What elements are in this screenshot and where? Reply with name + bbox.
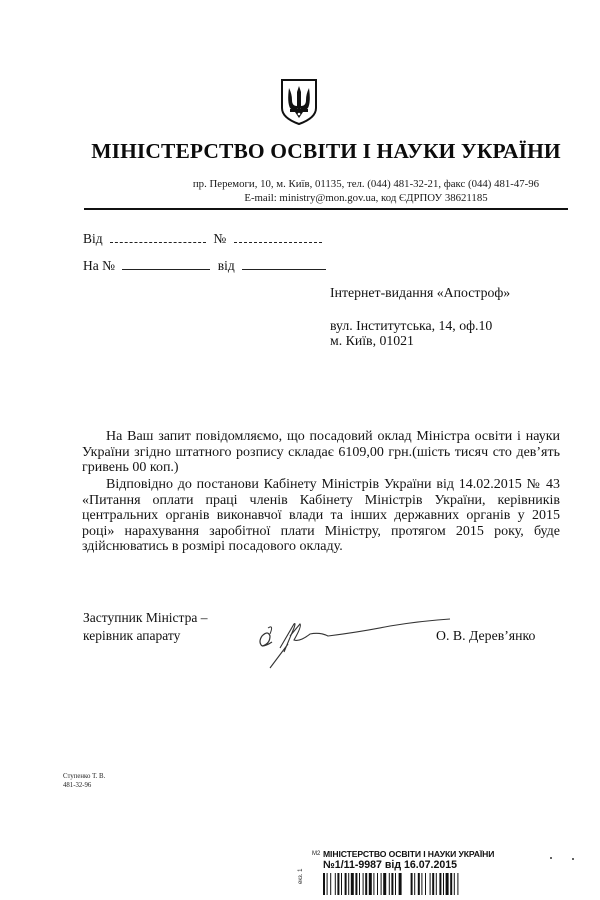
number-field (234, 241, 322, 243)
barcode-bar (446, 873, 449, 895)
in-reply-label: На № (83, 258, 115, 273)
recipient-street: вул. Інститутська, 14, оф.10 (330, 318, 493, 333)
barcode-bar (391, 873, 393, 895)
barcode-bar (335, 873, 336, 895)
barcode-bar (389, 873, 390, 895)
signer-name: О. В. Дерев’янко (436, 628, 536, 643)
executor-name: Ступенко Т. В. (63, 773, 106, 780)
from-date-field (110, 241, 206, 243)
number-label: № (213, 231, 227, 246)
barcode-bar (450, 873, 452, 895)
barcode-bar (381, 873, 382, 895)
barcode-bar (430, 873, 431, 895)
stamp-copy-label: екз. 1 (298, 868, 304, 884)
barcode-bar (369, 873, 372, 895)
handwritten-signature (250, 612, 460, 672)
ministry-address: пр. Перемоги, 10, м. Київ, 01135, тел. (044) 481-32-21, факс (044) 481-47-96 (192, 178, 540, 190)
recipient-city: м. Київ, 01021 (330, 333, 414, 348)
incoming-reference-row (83, 258, 330, 274)
barcode-bar (457, 873, 458, 895)
barcode-bar (443, 873, 444, 895)
barcode-bar (363, 873, 364, 895)
stamp-registration-number: №1/11-9987 від 16.07.2015 (323, 859, 458, 871)
signer-position: Заступник Міністра – (83, 610, 208, 625)
ministry-email-code: E-mail: ministry@mon.gov.ua, код ЄДРПОУ 38621185 (244, 192, 488, 204)
barcode-bar (359, 873, 360, 895)
barcode-bar (454, 873, 455, 895)
barcode-bar (399, 873, 402, 895)
barcode-bar (436, 873, 437, 895)
barcode-bar (373, 873, 374, 895)
header-divider (84, 208, 568, 210)
from-label: Від (83, 231, 103, 246)
barcode-bar (345, 873, 347, 895)
recipient-name: Інтернет-видання «Апостроф» (330, 285, 511, 300)
barcode-bar (425, 873, 426, 895)
body-paragraph: На Ваш запит повідомляємо, що посадовий оклад Міністра освіти і науки України згідно штатного розпису складає 6109,00 грн.(шість тисяч сто дев’ять гривень 00 коп.) (82, 429, 560, 476)
coat-of-arms-icon (280, 78, 318, 126)
executor-phone: 481-32-96 (63, 782, 92, 789)
scan-speck (572, 858, 574, 860)
barcode-bar (327, 873, 328, 895)
barcode-bar (439, 873, 441, 895)
barcode-bar (421, 873, 422, 895)
barcode-bar (377, 873, 378, 895)
in-reply-date-field (242, 268, 326, 270)
stamp-prefix: М2 (312, 851, 321, 857)
barcode-bar (337, 873, 339, 895)
barcode-bar (418, 873, 420, 895)
registration-stamp (300, 848, 580, 898)
barcode-bar (348, 873, 349, 895)
barcode-bar (414, 873, 415, 895)
ministry-title: МІНІСТЕРСТВО ОСВІТИ І НАУКИ УКРАЇНИ (91, 139, 561, 163)
signer-position: керівник апарату (83, 628, 181, 643)
scan-speck (550, 857, 552, 859)
barcode-bar (383, 873, 386, 895)
barcode-bar (432, 873, 434, 895)
barcode-bar (365, 873, 367, 895)
barcode-bar (411, 873, 413, 895)
outgoing-reference-row (83, 231, 326, 247)
barcode-bar (323, 873, 325, 895)
barcode-icon (323, 873, 460, 895)
barcode-bar (395, 873, 396, 895)
barcode-bar (355, 873, 357, 895)
barcode-bar (351, 873, 354, 895)
body-paragraph: Відповідно до постанови Кабінету Міністрів України від 14.02.2015 № 43 «Питання оплати праці членів Кабінету Міністрів України, керівників центральних органів виконавчої влади та інших державних органів у 2015 році» нарахування заробітної плати Міністру, протягом 2015 року, буде здійснюватись в розмірі посадового окладу. (82, 477, 560, 555)
in-reply-from-label: від (217, 258, 235, 273)
barcode-bar (341, 873, 342, 895)
stamp-organization: МІНІСТЕРСТВО ОСВІТИ І НАУКИ УКРАЇНИ (323, 849, 495, 859)
barcode-bar (330, 873, 331, 895)
in-reply-number-field (122, 268, 210, 270)
